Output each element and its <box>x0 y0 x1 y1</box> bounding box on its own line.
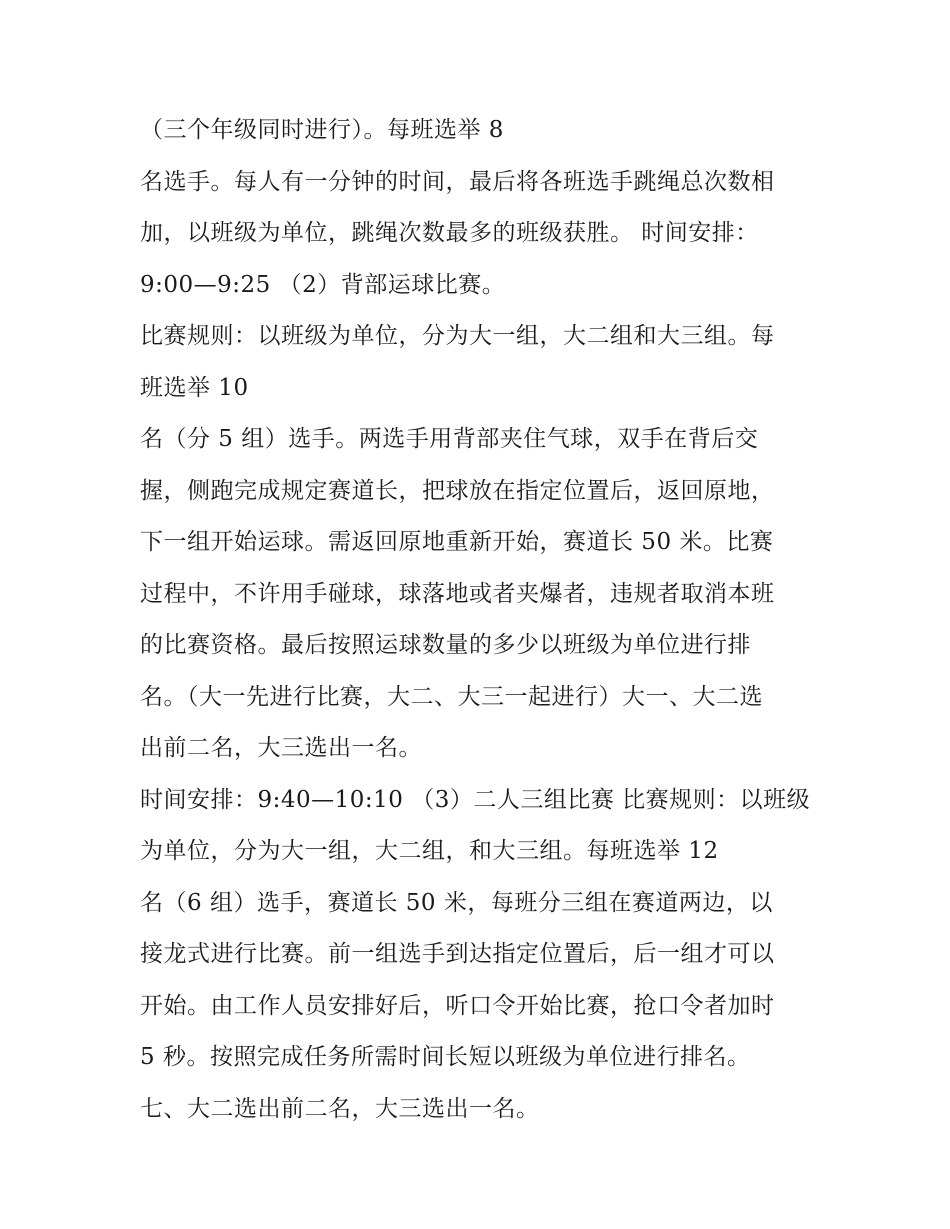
document-body <box>140 108 820 1138</box>
text-line: 握，侧跑完成规定赛道长，把球放在指定位置后，返回原地， <box>140 477 775 504</box>
text-line: 名（分 5 组）选手。两选手用背部夹住气球，双手在背后交 <box>140 426 759 452</box>
text-line: 名（6 组）选手，赛道长 50 米，每班分三组在赛道两边，以 <box>140 889 773 916</box>
text-line: （三个年级同时进行）。每班选举 8 <box>140 117 504 143</box>
text-line: 时间安排：9:40—10:10 （3）二人三组比赛 比赛规则：以班级 <box>140 786 811 813</box>
text-line: 开始。由工作人员安排好后，听口令开始比赛，抢口令者加时 <box>140 992 775 1019</box>
text-line: 过程中，不许用手碰球，球落地或者夹爆者，违规者取消本班 <box>140 580 775 607</box>
text-line: 比赛规则：以班级为单位，分为大一组，大二组和大三组。每 <box>140 323 775 349</box>
text-line: 加，以班级为单位，跳绳次数最多的班级获胜。 时间安排： <box>140 220 759 246</box>
text-line: 七、大二选出前二名，大三选出一名。 <box>140 1095 540 1122</box>
text-line: 9:00—9:25 （2）背部运球比赛。 <box>140 271 506 298</box>
text-line: 下一组开始运球。需返回原地重新开始，赛道长 50 米。比赛 <box>140 529 774 555</box>
text-line: 名选手。每人有一分钟的时间，最后将各班选手跳绳总次数相 <box>140 168 775 195</box>
text-line: 为单位，分为大一组，大二组，和大三组。每班选举 12 <box>140 838 719 864</box>
text-line: 5 秒。按照完成任务所需时间长短以班级为单位进行排名。 <box>140 1044 751 1070</box>
text-line: 名。（大一先进行比赛，大二、大三一起进行）大一、大二选 <box>140 683 763 710</box>
text-line: 出前二名，大三选出一名。 <box>140 735 422 761</box>
text-line: 班选举 10 <box>140 374 249 401</box>
text-line: 的比赛资格。最后按照运球数量的多少以班级为单位进行排 <box>140 632 751 658</box>
text-line: 接龙式进行比赛。前一组选手到达指定位置后，后一组才可以 <box>140 941 775 967</box>
